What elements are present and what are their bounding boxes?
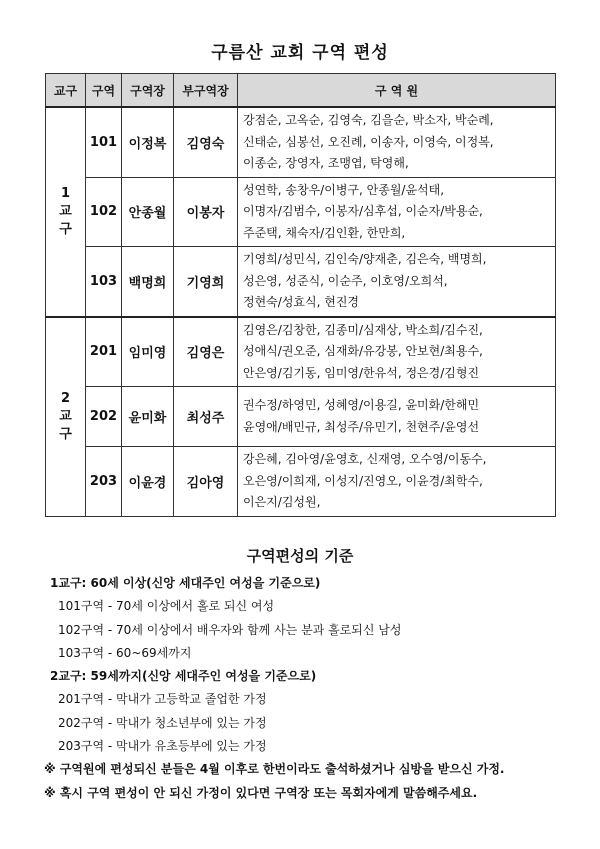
parish-label-char: 구 [59,426,72,442]
district-members [238,107,556,177]
member-line: 기영희/성민식, 김인숙/양재춘, 김은숙, 백명희, [243,252,487,266]
member-line: 안은영/김기동, 임미영/한유석, 정은경/김형진 [243,365,480,380]
criteria-sub-line: 201구역 - 막내가 고등학교 졸업한 가정 [58,692,267,707]
member-line: 성연학, 송창우/이병구, 안종월/윤석태, [243,182,445,197]
district-members [238,387,556,447]
member-line: 강은혜, 김아영/윤영호, 신재영, 오수영/이동수, [243,452,487,466]
table-row [46,317,556,387]
district-members [238,177,556,247]
page-title: 구름산 교회 구역 편성 [211,43,389,63]
table-row [46,387,556,447]
criteria-head-line: 1교구: 60세 이상(신앙 세대주인 여성을 기준으로) [50,576,321,590]
header-subleader: 부구역장 [174,74,238,108]
district-number: 102 [86,177,122,247]
district-leader: 안종월 [122,177,174,247]
criteria-head-line: 2교구: 59세까지(신앙 세대주인 여성을 기준으로) [50,669,317,684]
district-subleader: 이봉자 [174,177,238,247]
member-line: 이종순, 장영자, 조맹엽, 탁영해, [243,156,409,170]
district-number: 201 [86,317,122,387]
member-line: 주준택, 채숙자/김인환, 한만희, [243,225,406,240]
parish-label-char: 1 [60,185,71,201]
header-members: 구 역 원 [238,74,556,108]
district-leader: 이윤경 [122,447,174,517]
member-line: 오은영/이희재, 이성지/진영오, 이윤경/최학수, [243,473,483,488]
district-leader: 임미영 [122,317,174,387]
district-members [238,247,556,317]
table-row [46,447,556,517]
criteria-title: 구역편성의 기준 [246,547,354,565]
parish-label [46,107,86,317]
district-leader: 윤미화 [122,387,174,447]
parish-label-char: 2 [60,390,71,406]
criteria-sub-line: 203구역 - 막내가 유초등부에 있는 가정 [58,739,267,754]
member-line: 권수정/하영민, 성혜영/이용길, 윤미화/한해민 [243,398,480,412]
district-number: 101 [86,107,122,177]
district-table [45,73,556,517]
member-line: 이명자/김범수, 이봉자/심후섭, 이순자/박용순, [243,204,483,218]
parish-label-char: 교 [59,203,72,219]
district-subleader: 김아영 [174,447,238,517]
criteria-sub-line: 101구역 - 70세 이상에서 홀로 되신 여성 [58,599,275,614]
district-number: 103 [86,247,122,317]
criteria-sub-line: 202구역 - 막내가 청소년부에 있는 가정 [58,715,267,730]
table-row [46,247,556,317]
criteria-sub-line: 103구역 - 60~69세까지 [58,645,192,660]
criteria-list [44,572,574,805]
member-line: 윤영애/배민규, 최성주/유민기, 천현주/윤영선 [243,419,480,434]
table-row [46,107,556,177]
criteria-note-line: ※ 혹시 구역 편성이 안 되신 가정이 있다면 구역장 또는 목회자에게 말씀해주세요. [44,785,478,800]
district-number: 202 [86,387,122,447]
member-line: 성은영, 성준식, 이순주, 이호영/오희석, [243,273,448,288]
member-line: 김영은/김창한, 김종미/심재상, 박소희/김수진, [243,322,483,337]
header-parish: 교구 [46,74,86,108]
district-subleader: 김영숙 [174,107,238,177]
table-header-row [46,74,556,108]
parish-label-char: 교 [59,408,72,424]
member-line: 강점순, 고옥순, 김영숙, 김을순, 박소자, 박순례, [243,113,494,127]
member-line: 성애식/권오준, 심재화/유강봉, 안보현/최용수, [243,344,483,358]
district-members [238,317,556,387]
district-leader: 이정복 [122,107,174,177]
criteria-sub-line: 102구역 - 70세 이상에서 배우자와 함께 사는 분과 홀로되신 남성 [58,622,402,637]
district-leader: 백명희 [122,247,174,317]
member-line: 신태순, 심봉선, 오진례, 이송자, 이영숙, 이정복, [243,134,494,149]
district-members [238,447,556,517]
header-leader: 구역장 [122,74,174,108]
district-subleader: 최성주 [174,387,238,447]
header-district: 구역 [86,74,122,108]
parish-label-char: 구 [59,221,72,237]
criteria-note-line: ※ 구역원에 편성되신 분들은 4월 이후로 한번이라도 출석하셨거나 심방을 받으신 가정. [44,762,505,777]
table-row [46,177,556,247]
district-number: 203 [86,447,122,517]
member-line: 정현숙/성효식, 현진경 [243,295,360,309]
district-subleader: 기영희 [174,247,238,317]
parish-label [46,317,86,517]
district-subleader: 김영은 [174,317,238,387]
member-line: 이은지/김성원, [243,495,321,509]
